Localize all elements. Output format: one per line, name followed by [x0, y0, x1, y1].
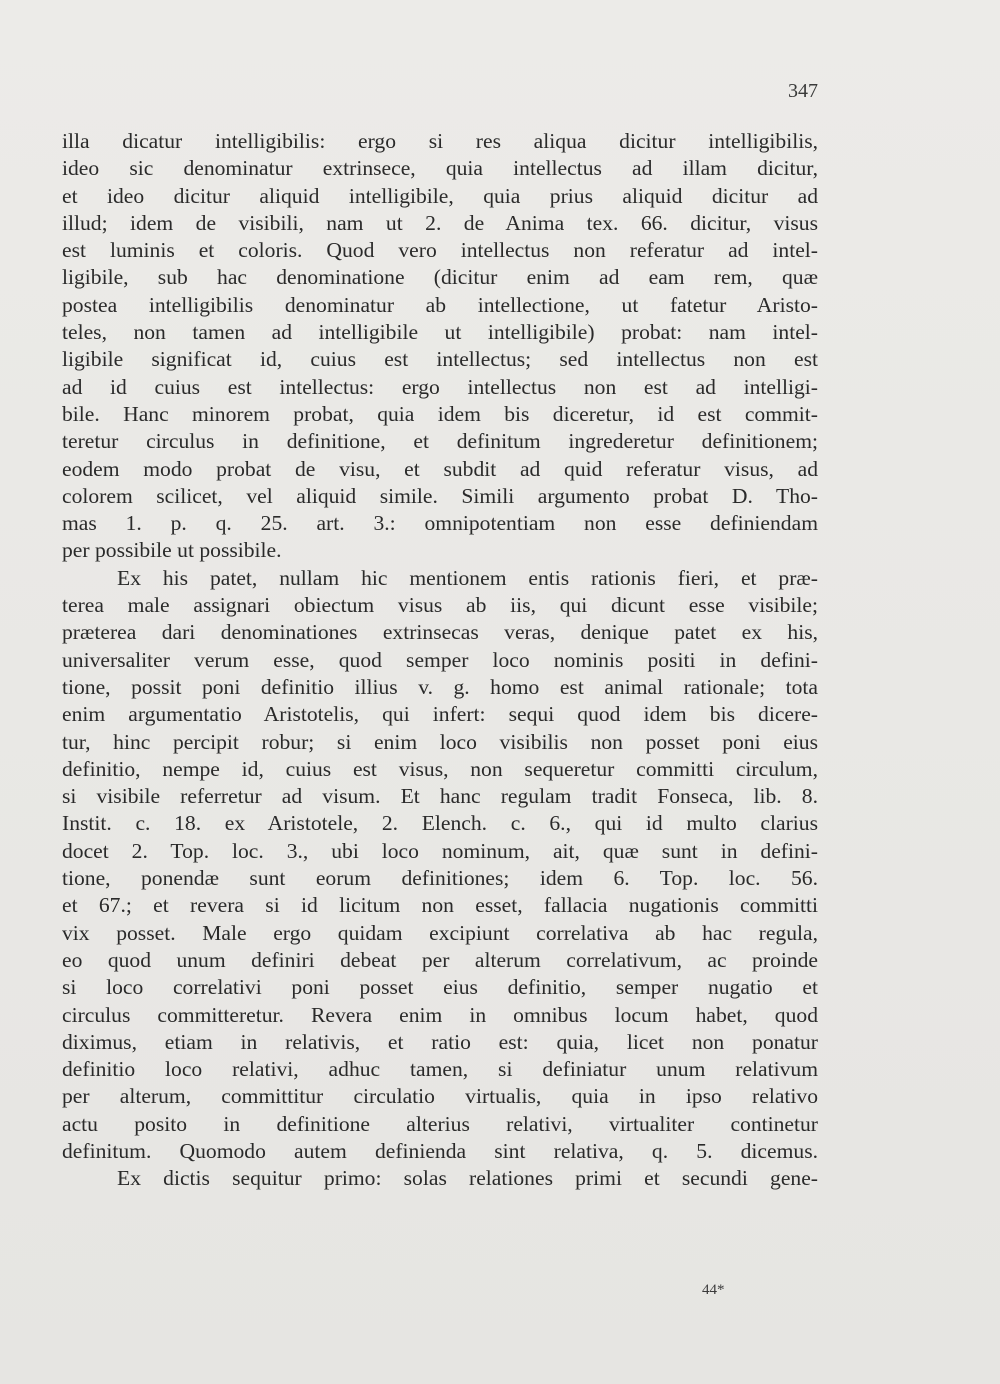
text-line: bile. Hanc minorem probat, quia idem bis diceretur, id est commit-: [62, 401, 818, 426]
text-line: colorem scilicet, vel aliquid simile. Simili argumento probat D. Tho-: [62, 483, 818, 508]
text-line: diximus, etiam in relativis, et ratio est: quia, licet non ponatur: [62, 1029, 818, 1054]
text-line: teles, non tamen ad intelligibile ut intelligibile) probat: nam intel-: [62, 320, 818, 345]
page-number: 347: [788, 80, 818, 102]
text-line: per possibile ut possibile.: [62, 538, 282, 563]
text-line: ad id cuius est intellectus: ergo intellectus non est ad intelligi-: [62, 374, 818, 399]
text-line: et ideo dicitur aliquid intelligibile, quia prius aliquid dicitur ad: [62, 183, 818, 208]
text-line: est luminis et coloris. Quod vero intellectus non referatur ad intel-: [62, 238, 818, 263]
text-line: eo quod unum definiri debeat per alterum correlativum, ac proinde: [62, 947, 818, 972]
text-line: Instit. c. 18. ex Aristotele, 2. Elench. c. 6., qui id multo clarius: [62, 811, 818, 836]
text-line: eodem modo probat de visu, et subdit ad quid referatur visus, ad: [62, 456, 818, 481]
text-line: postea intelligibilis denominatur ab intellectione, ut fatetur Aristo-: [62, 292, 818, 317]
text-line: ligibile significat id, cuius est intellectus; sed intellectus non est: [62, 347, 818, 372]
text-line: definitio, nempe id, cuius est visus, non sequeretur committi circulum,: [62, 756, 818, 781]
text-line: ligibile, sub hac denominatione (dicitur enim ad eam rem, quæ: [62, 265, 818, 290]
text-line: ideo sic denominatur extrinsece, quia intellectus ad illam dicitur,: [62, 156, 818, 181]
text-line: definitum. Quomodo autem definienda sint relativa, q. 5. dicemus.: [62, 1138, 818, 1163]
text-line: vix posset. Male ergo quidam excipiunt correlativa ab hac regula,: [62, 920, 818, 945]
text-line: Ex his patet, nullam hic mentionem entis rationis fieri, et præ-: [117, 565, 818, 590]
text-line: docet 2. Top. loc. 3., ubi loco nominum, ait, quæ sunt in defini-: [62, 838, 818, 863]
text-line: teretur circulus in definitione, et definitum ingrederetur definitionem;: [62, 429, 818, 454]
text-line: præterea dari denominationes extrinsecas veras, denique patet ex his,: [62, 620, 818, 645]
text-line: tur, hinc percipit robur; si enim loco visibilis non posset poni eius: [62, 729, 818, 754]
text-line: circulus committeretur. Revera enim in omnibus locum habet, quod: [62, 1002, 818, 1027]
text-line: illa dicatur intelligibilis: ergo si res aliqua dicitur intelligibilis,: [62, 129, 818, 153]
text-line: illud; idem de visibili, nam ut 2. de Anima tex. 66. dicitur, visus: [62, 210, 818, 235]
text-line: definitio loco relativi, adhuc tamen, si definiatur unum relativum: [62, 1057, 818, 1082]
signature-mark: 44*: [702, 1282, 725, 1298]
text-line: si visibile referretur ad visum. Et hanc regulam tradit Fonseca, lib. 8.: [62, 784, 818, 809]
text-line: enim argumentatio Aristotelis, qui infert: sequi quod idem bis dicere-: [62, 702, 818, 727]
text-line: tione, possit poni definitio illius v. g. homo est animal rationale; tota: [62, 674, 818, 699]
text-line: terea male assignari obiectum visus ab iis, qui dicunt esse visibile;: [62, 593, 818, 618]
text-line: Ex dictis sequitur primo: solas relationes primi et secundi gene-: [117, 1166, 818, 1191]
text-line: universaliter verum esse, quod semper loco nominis positi in defini-: [62, 647, 818, 672]
body-text: [62, 128, 818, 1193]
text-line: per alterum, committitur circulatio virtualis, quia in ipso relativo: [62, 1084, 818, 1109]
text-line: mas 1. p. q. 25. art. 3.: omnipotentiam non esse definiendam: [62, 511, 818, 536]
text-line: tione, ponendæ sunt eorum definitiones; idem 6. Top. loc. 56.: [62, 866, 818, 891]
text-line: actu posito in definitione alterius relativi, virtualiter continetur: [62, 1111, 818, 1136]
text-line: si loco correlativi poni posset eius definitio, semper nugatio et: [62, 975, 818, 1000]
text-line: et 67.; et revera si id licitum non esset, fallacia nugationis committi: [62, 893, 818, 918]
